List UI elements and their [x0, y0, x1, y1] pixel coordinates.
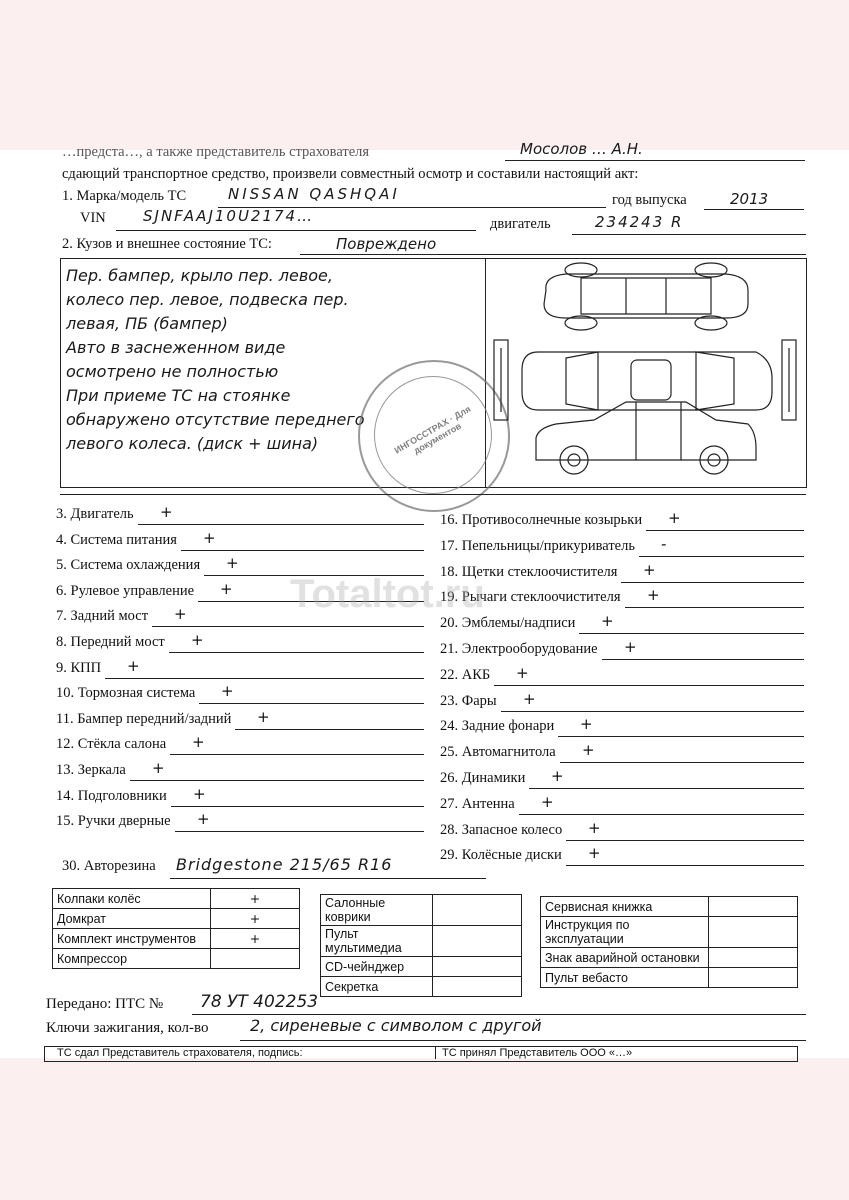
year-underline	[704, 209, 804, 210]
item-label: 18. Щетки стеклоочистителя	[440, 563, 618, 580]
item-underline	[105, 678, 424, 679]
year-label: год выпуска	[612, 192, 687, 208]
checklist-item	[56, 784, 424, 808]
checklist-item	[440, 689, 804, 713]
checklist-item	[440, 844, 804, 867]
item-label: 16. Противосолнечные козырьки	[440, 512, 643, 528]
checklist-item	[440, 767, 804, 790]
item-underline	[152, 626, 424, 627]
note-line: левого колеса. (диск + шина)	[66, 434, 319, 453]
item-underline	[639, 556, 804, 557]
checklist-item	[56, 503, 424, 526]
item-label: 7. Задний мост	[56, 608, 149, 625]
car-top-view-upper	[544, 263, 748, 330]
watermark: Totaltot.ru	[290, 572, 485, 616]
checklist-item	[56, 682, 424, 705]
item-mark: +	[624, 638, 637, 656]
checklist-item	[440, 560, 804, 584]
header-line0-printed: …предста…, а также представитель страхователя	[62, 144, 370, 160]
item-mark: +	[221, 682, 234, 701]
bottom-left-label: ТС сдал Представитель страхователя, подпись:	[57, 1047, 303, 1059]
engine-label: двигатель	[490, 216, 551, 232]
car-plan-view	[494, 340, 796, 420]
item-mark: +	[193, 784, 206, 803]
item-underline	[138, 524, 424, 525]
body-underline	[300, 254, 806, 255]
item-label: 29. Колёсные диски	[440, 847, 562, 864]
item-mark: +	[192, 733, 205, 752]
checklist-item	[56, 733, 424, 756]
checklist-item	[56, 656, 424, 680]
checklist-item	[440, 509, 804, 532]
item-underline	[175, 831, 424, 832]
item-underline	[181, 550, 424, 551]
item-underline	[566, 840, 804, 841]
item-label: 24. Задние фонари	[440, 718, 555, 735]
item-label: 20. Эмблемы/надписи	[440, 615, 576, 632]
item-underline	[501, 711, 804, 712]
equipment-table-2	[320, 894, 522, 997]
item-label: 10. Тормозная система	[56, 685, 196, 702]
table-label: Инструкция по эксплуатации	[541, 917, 709, 948]
item-underline	[646, 530, 804, 531]
table-row	[53, 889, 300, 909]
item-underline	[558, 736, 804, 737]
item-label: 5. Система охлаждения	[56, 557, 201, 574]
table-label: Знак аварийной остановки	[541, 948, 709, 968]
item-mark: -	[661, 534, 667, 553]
stamp-text: ИНГОССТРАХ · Для документов	[392, 403, 473, 456]
body-label: 2. Кузов и внешнее состояние ТС:	[62, 236, 272, 252]
item-underline	[130, 780, 424, 781]
table-row	[321, 895, 522, 926]
item-underline	[566, 865, 804, 866]
note-line: При приеме ТС на стоянке	[66, 386, 291, 405]
keys-underline	[240, 1040, 806, 1041]
header-line0-hand: Мосолов … А.Н.	[520, 140, 643, 158]
header-line1: сдающий транспортное средство, произвели совместный осмотр и составили настоящий акт:	[62, 166, 639, 182]
make-label: 1. Марка/модель ТС	[62, 188, 187, 204]
vin-label: VIN	[80, 210, 106, 226]
item-underline	[199, 703, 424, 704]
checklist-item	[56, 810, 424, 833]
engine-value: 234243 R	[595, 213, 684, 231]
table-mark	[433, 926, 522, 957]
item-label: 26. Динамики	[440, 770, 526, 786]
item-label: 4. Система питания	[56, 531, 177, 548]
item-label: 25. Автомагнитола	[440, 744, 556, 761]
table-row	[541, 897, 798, 917]
checklist-item	[440, 638, 804, 661]
table-row	[321, 926, 522, 957]
keys-label: Ключи зажигания, кол-во	[46, 1020, 209, 1036]
item-label: 9. КПП	[56, 659, 102, 676]
table-row	[53, 949, 300, 969]
note-line: левая, ПБ (бампер)	[66, 314, 228, 333]
tyres-underline	[170, 878, 486, 879]
item-underline	[170, 754, 424, 755]
item-mark: +	[541, 792, 554, 811]
table-mark	[433, 977, 522, 997]
pts-value: 78 УТ 402253	[200, 992, 319, 1012]
equipment-table-3	[540, 896, 798, 988]
note-line: Авто в заснеженном виде	[66, 338, 286, 357]
item-mark: +	[668, 509, 681, 527]
item-mark: +	[580, 715, 593, 734]
checklist-item	[440, 586, 804, 609]
keys-value: 2, сиреневые с символом с другой	[250, 1016, 542, 1035]
checklist-item	[440, 715, 804, 738]
item-underline	[171, 806, 424, 807]
item-underline	[235, 729, 424, 730]
item-mark: +	[203, 528, 216, 547]
checklist-item	[440, 741, 804, 764]
item-mark: +	[588, 844, 601, 863]
item-mark: +	[127, 656, 140, 675]
body-state: Повреждено	[336, 235, 437, 253]
item-label: 14. Подголовники	[56, 787, 167, 804]
tyres-value: Bridgestone 215/65 R16	[176, 855, 393, 874]
item-mark: +	[523, 689, 536, 708]
item-label: 15. Ручки дверные	[56, 813, 171, 830]
item-underline	[560, 762, 804, 763]
item-label: 3. Двигатель	[56, 506, 134, 522]
table-mark	[433, 895, 522, 926]
table-row	[541, 948, 798, 968]
table-label: Салонные коврики	[321, 895, 433, 926]
table-row	[541, 968, 798, 988]
checklist-item	[440, 792, 804, 816]
signature-row	[44, 1046, 798, 1062]
item-mark: +	[191, 631, 204, 649]
table-row	[321, 977, 522, 997]
item-underline	[625, 607, 804, 608]
item-label: 13. Зеркала	[56, 762, 126, 778]
bottom-band	[0, 1058, 849, 1200]
item-mark: +	[601, 612, 614, 631]
table-label: Пульт вебасто	[541, 968, 709, 988]
item-mark: +	[588, 818, 601, 837]
table-label: Сервисная книжка	[541, 897, 709, 917]
note-line: осмотрено не полностью	[66, 362, 279, 381]
table-mark: +	[211, 929, 300, 949]
checklist-item	[440, 818, 804, 842]
item-label: 28. Запасное колесо	[440, 821, 563, 838]
item-mark: +	[516, 663, 529, 682]
note-line: Пер. бампер, крыло пер. левое,	[66, 266, 333, 285]
item-label: 8. Передний мост	[56, 634, 165, 650]
vin-underline	[116, 230, 476, 231]
vin-value: SJNFAAJ10U2174…	[143, 207, 315, 225]
section-divider	[60, 494, 806, 495]
item-underline	[621, 582, 804, 583]
item-label: 22. АКБ	[440, 666, 491, 683]
item-mark: +	[152, 759, 165, 777]
checklist-item	[56, 707, 424, 731]
item-mark: +	[174, 605, 187, 624]
checklist-item	[56, 528, 424, 552]
item-mark: +	[257, 707, 270, 726]
item-underline	[529, 788, 804, 789]
item-mark: +	[197, 810, 210, 829]
item-underline	[169, 652, 424, 653]
table-mark	[709, 917, 798, 948]
item-mark: +	[160, 503, 173, 521]
item-mark: +	[582, 741, 595, 760]
table-row	[53, 929, 300, 949]
table-mark	[211, 949, 300, 969]
checklist-item	[440, 534, 804, 558]
item-label: 23. Фары	[440, 692, 497, 709]
table-row	[541, 917, 798, 948]
car-diagram	[486, 260, 806, 484]
item-mark: +	[220, 579, 233, 598]
top-band	[0, 0, 849, 150]
item-label: 19. Рычаги стеклоочистителя	[440, 589, 621, 606]
checklist-item	[440, 663, 804, 687]
year-value: 2013	[730, 190, 769, 208]
bottom-right-label: ТС принял Представитель ООО «…»	[435, 1047, 632, 1059]
table-label: Пульт мультимедиа	[321, 926, 433, 957]
equipment-table-1	[52, 888, 300, 969]
make-value: NISSAN QASHQAI	[228, 185, 400, 203]
checklist-item	[56, 759, 424, 782]
item-underline	[602, 659, 804, 660]
item-label: 17. Пепельницы/прикуриватель	[440, 537, 635, 554]
note-line: обнаружено отсутствие переднего	[66, 410, 365, 429]
table-mark	[433, 957, 522, 977]
table-label: Комплект инструментов	[53, 929, 211, 949]
pts-underline	[192, 1014, 806, 1015]
item-underline	[519, 814, 804, 815]
pts-label: Передано: ПТС №	[46, 996, 164, 1012]
table-label: Компрессор	[53, 949, 211, 969]
table-label: CD-чейнджер	[321, 957, 433, 977]
tyres-label: 30. Авторезина	[62, 858, 156, 874]
note-line: колесо пер. левое, подвеска пер.	[66, 290, 349, 309]
car-side-view	[536, 402, 756, 474]
item-label: 21. Электрооборудование	[440, 641, 598, 657]
item-label: 12. Стёкла салона	[56, 736, 167, 753]
item-label: 27. Антенна	[440, 795, 515, 812]
item-underline	[579, 633, 804, 634]
table-row	[321, 957, 522, 977]
item-mark: +	[551, 767, 564, 785]
table-mark: +	[211, 889, 300, 909]
item-underline	[494, 685, 804, 686]
item-mark: +	[226, 554, 239, 573]
item-label: 11. Бампер передний/задний	[56, 710, 232, 727]
table-label: Колпаки колёс	[53, 889, 211, 909]
item-mark: +	[643, 560, 656, 579]
item-mark: +	[647, 586, 660, 605]
item-label: 6. Рулевое управление	[56, 582, 195, 599]
table-label: Секретка	[321, 977, 433, 997]
table-mark	[709, 968, 798, 988]
table-label: Домкрат	[53, 909, 211, 929]
header-line0-underline	[505, 160, 805, 161]
table-mark: +	[211, 909, 300, 929]
engine-underline	[572, 234, 806, 235]
checklist-item	[440, 612, 804, 635]
table-row	[53, 909, 300, 929]
table-mark	[709, 948, 798, 968]
table-mark	[709, 897, 798, 917]
checklist-item	[56, 631, 424, 654]
